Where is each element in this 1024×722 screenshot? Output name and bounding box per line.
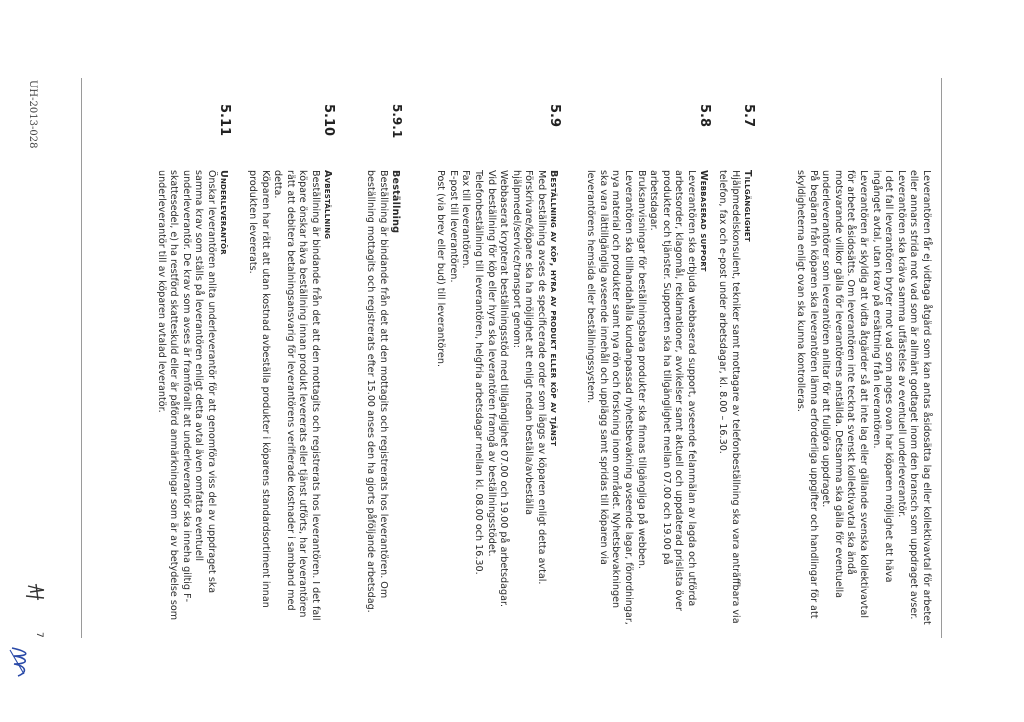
section-body bbox=[245, 170, 334, 625]
intro-paragraph: Leverantören ska kräva samma utfästelse av eventuell underleverantör. bbox=[895, 170, 907, 518]
section-heading: Avbeställning bbox=[322, 170, 333, 240]
section-body bbox=[154, 170, 230, 625]
section-paragraph: Leverantören ska erbjuda webbaserad support, avseende felanmälan av lagda och utförda arbetsorder, klagomål, reklamationer, avvikelser samt aktuell och uppdaterad prislista över produkter och tjänster. Supporten ska ha tillgänglighet mellan 07.00 och 19.00 på arbetsdagar. bbox=[648, 170, 697, 611]
section-body bbox=[434, 170, 560, 625]
section-heading: Tillgänglighet bbox=[742, 170, 753, 242]
top-rule bbox=[941, 78, 942, 638]
section-paragraph: Beställning är bindande från det att den mottagits och registrerats hos leverantören. Om beställning mottagits och registrerats efter 15.00 anses den ha gjorts påföljande arbetsdag. bbox=[365, 170, 389, 613]
intro-body bbox=[793, 170, 932, 625]
section-heading: Webbaserad support bbox=[698, 170, 709, 272]
section-paragraph: Post (via brev eller bud) till leverantören. bbox=[435, 170, 447, 368]
intro-paragraph: Leverantören är skyldig att vidta åtgärder så att inte lag eller gällande svenska kollektivavtal för arbetet åsidosätts. Om leverantören inte tecknat svenskt kollektivavtal ska ändå motsvarande villkor gälla för leverantörens anställda. Detsamma ska gälla för eventuella underleverantörer som leverantören anlitar för att fullgöra uppdraget. bbox=[820, 170, 870, 618]
section-number: 5.9 bbox=[547, 104, 562, 128]
intro-paragraph: På begäran från köparen ska leverantören lämna erforderliga uppgifter och handlingar för att skyldigheterna enligt ovan ska kunna kontrolleras. bbox=[795, 170, 819, 619]
intro-paragraph: Leverantören får ej vidtaga åtgärd som kan antas åsidosätta lag eller kollektivavtal för arbetet eller annars strida mot vad som är allmänt godtaget inom den bransch som uppdraget avser. bbox=[908, 170, 932, 625]
section-body bbox=[584, 170, 710, 625]
bottom-rule bbox=[81, 78, 82, 638]
section-paragraph: Hjälpmedelskonsulent, tekniker samt mottagare av telefonbeställning ska vara anträffbara via telefon, fax och e-post under arbetsdagar, kl. 8.00 – 16.30. bbox=[717, 170, 741, 624]
section-number: 5.10 bbox=[321, 104, 336, 137]
section-paragraph: Fax till leverantören. bbox=[460, 170, 472, 269]
section-number: 5.7 bbox=[741, 104, 756, 128]
handwritten-signature-icon bbox=[6, 644, 36, 680]
section-body bbox=[716, 170, 754, 625]
section-number: 5.9.1 bbox=[390, 104, 404, 139]
section-paragraph: Med beställning avses de specificerade order som läggs av köparen enligt detta avtal. bbox=[536, 170, 547, 585]
document-id: UH-2013-028 bbox=[27, 80, 38, 149]
initials-signature-icon bbox=[22, 580, 48, 610]
section-number: 5.8 bbox=[697, 104, 712, 128]
section-paragraph: Beställning är bindande från det att den mottagits och registrerats hos leverantören. I det fall köpare önskar häva beställning innan produkt levererats eller tjänst utförts, har leverantören rätt att debitera betalningsansvarig för leverantörens verifierade kostnader i samband med detta. bbox=[272, 170, 321, 621]
section-heading: Beställning av köp, hyra av produkt eller köp av tjänst bbox=[548, 170, 559, 447]
intro-paragraph: I det fall leverantören bryter mot vad som anges ovan har köparen möjlighet att häva ingånget avtal, utan krav på ersättning från leverantören. bbox=[870, 170, 895, 583]
section-heading: Underleverantör bbox=[218, 170, 229, 255]
section-paragraph: Bruksanvisningar för beställningsbara produkter ska finnas tillgängliga på webben. Leverantören ska tillhandahålla kundanpassad nyhetsbevakning avseende lagar, förordningar, nya material och produkter samt nya rön och forskning inom området. Nyhetsbevakningen ska vara lättillgänglig avseende innehåll och upplägg samt spridas till köparen via leverantörens hemsida eller beställningssystem. bbox=[585, 170, 647, 625]
section-body bbox=[364, 170, 402, 625]
section-paragraph: Förskrivare/köpare ska ha möjlighet att enligt nedan beställa/avbeställa hjälpmedel/service/transport genom: bbox=[510, 170, 535, 515]
section-paragraph: Webbaserat krypterat beställningsstöd med tillgänglighet 07.00 och 19.00 på arbetsdagar. Vid beställning för köp eller hyra ska leverantören framgå av beställningsstödet. bbox=[485, 170, 510, 608]
page-number: 7 bbox=[34, 632, 44, 638]
section-paragraph: Köparen har rätt att utan kostnad avbeställa produkter i köparens standardsortiment innan produkten levererats. bbox=[247, 170, 271, 608]
section-paragraph: E-post till leverantören. bbox=[447, 170, 459, 283]
section-paragraph: Telefonbeställning till leverantören, helgfria arbetsdagar mellan kl. 08.00 och 16.30. bbox=[473, 170, 485, 575]
section-number: 5.11 bbox=[217, 104, 232, 137]
section-paragraph: Önskar leverantören anlita underleverantör för att genomföra viss del av uppdraget ska samma krav som ställs på leverantören enligt detta avtal även omfatta eventuell underleverantör. De krav som avses är framförallt att underleverantör ska inneha giltig F-skattesedel, e) ha restförd skatteskuld eller är påförd anmärkningar som är av betydelse som underleverantör till av köparen avtalad leverantör. bbox=[155, 170, 217, 621]
section-heading: Beställning bbox=[390, 170, 401, 234]
